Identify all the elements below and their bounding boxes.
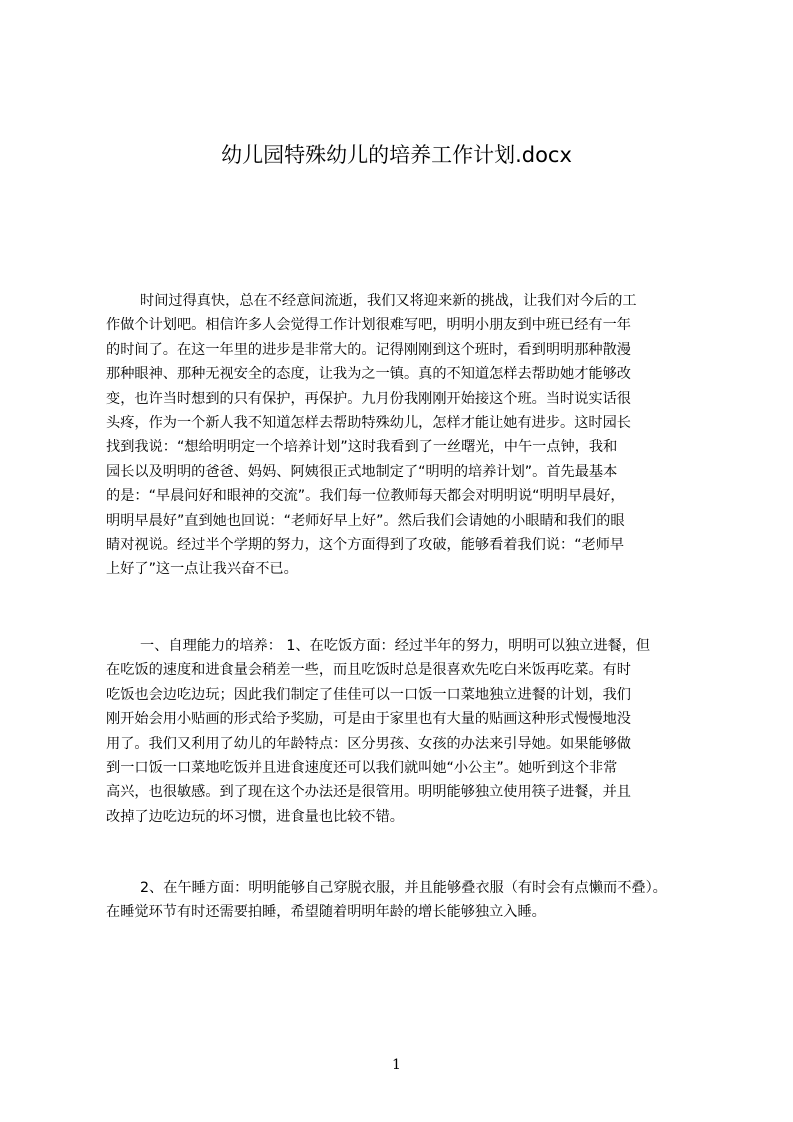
paragraph-nap	[106, 876, 706, 925]
paragraph-self-care-eating	[106, 634, 706, 829]
text-line: 园长以及明明的爸爸、妈妈、阿姨很正式地制定了“明明的培养计划”。首先最基本	[106, 463, 618, 480]
text-line: 吃饭也会边吃边玩；因此我们制定了佳佳可以一口饭一口菜地独立进餐的计划，我们	[106, 686, 631, 703]
text-line: 那种眼神、那种无视安全的态度，让我为之一镇。真的不知道怎样去帮助她才能够改	[106, 366, 631, 383]
text-line: 2、在午睡方面：明明能够自己穿脱衣服，并且能够叠衣服（有时会有点懒而不叠）。	[140, 880, 667, 896]
text-line: 上好了”这一点让我兴奋不已。	[106, 561, 298, 578]
text-line: 高兴，也很敏感。到了现在这个办法还是很管用。明明能够独立使用筷子进餐，并且	[106, 784, 631, 801]
text-line: 睛对视说。经过半个学期的努力，这个方面得到了攻破，能够看着我们说：“老师早	[106, 536, 625, 553]
text-line: 用了。我们又利用了幼儿的年龄特点：区分男孩、女孩的办法来引导她。如果能够做	[106, 735, 631, 752]
text-line: 一、自理能力的培养： 1、在吃饭方面：经过半年的努力，明明可以独立进餐，但	[140, 638, 651, 654]
text-line: 的时间了。在这一年里的进步是非常大的。记得刚刚到这个班时，看到明明那种散漫	[106, 341, 631, 358]
text-line: 作做个计划吧。相信许多人会觉得工作计划很难写吧，明明小朋友到中班已经有一年	[106, 317, 631, 334]
document-title: 幼儿园特殊幼儿的培养工作计划.docx	[221, 143, 572, 167]
text-line: 刚开始会用小贴画的形式给予奖励，可是由于家里也有大量的贴画这种形式慢慢地没	[106, 711, 631, 728]
page-number: 1	[392, 1057, 401, 1073]
text-line: 找到我说：“想给明明定一个培养计划”这时我看到了一丝曙光，中午一点钟，我和	[106, 439, 618, 456]
text-line: 在吃饭的速度和进食量会稍差一些，而且吃饭时总是很喜欢先吃白米饭再吃菜。有时	[106, 662, 631, 679]
text-line: 的是：“早晨问好和眼神的交流”。我们每一位教师每天都会对明明说“明明早晨好，	[106, 488, 625, 505]
paragraph-intro	[106, 289, 706, 582]
text-line: 变，也许当时想到的只有保护，再保护。九月份我刚刚开始接这个班。当时说实话很	[106, 390, 631, 407]
text-line: 头疼，作为一个新人我不知道怎样去帮助特殊幼儿，怎样才能让她有进步。这时园长	[106, 414, 631, 431]
text-line: 明明早晨好”直到她也回说：“老师好早上好”。然后我们会请她的小眼睛和我们的眼	[106, 512, 625, 529]
text-line: 改掉了边吃边玩的坏习惯，进食量也比较不错。	[106, 808, 404, 825]
text-line: 到一口饭一口菜地吃饭并且进食速度还可以我们就叫她“小公主”。她听到这个非常	[106, 759, 618, 776]
text-line: 时间过得真快，总在不经意间流逝，我们又将迎来新的挑战，让我们对今后的工	[140, 293, 637, 309]
text-line: 在睡觉环节有时还需要拍睡，希望随着明明年龄的增长能够独立入睡。	[106, 904, 546, 921]
